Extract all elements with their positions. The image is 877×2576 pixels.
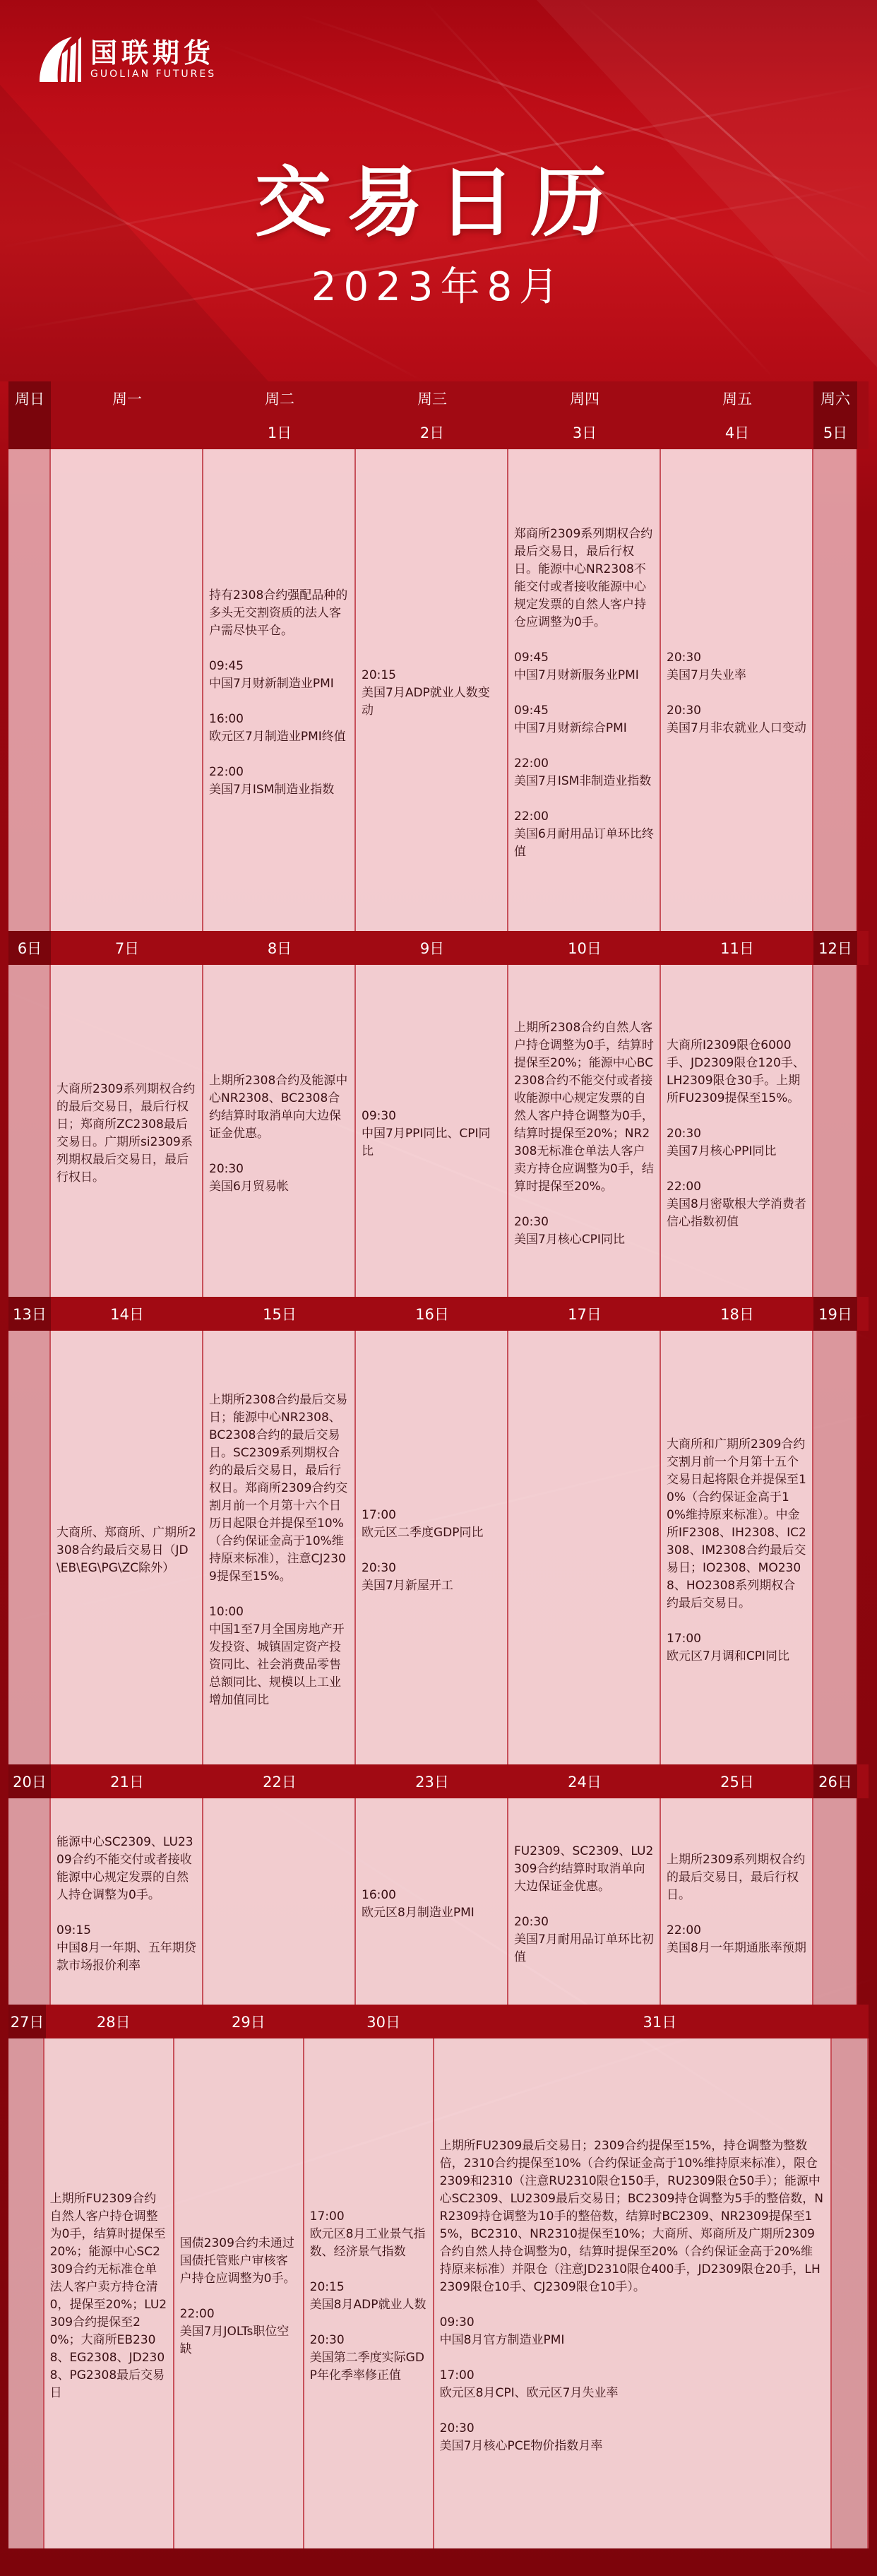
event-text: 郑商所2309系列期权合约最后交易日，最后行权日。能源中心NR2308不能交付或者接收能源中心规定发票的自然人客户持仓应调整为0手。 xyxy=(514,526,653,629)
weekend-cell xyxy=(8,1798,51,2005)
date-label: 22日 xyxy=(263,1774,297,1791)
date-label: 16日 xyxy=(415,1306,449,1323)
day-cell xyxy=(44,2038,174,2548)
event-text: 20:30 美国7月耐用品订单环比初值 xyxy=(514,1914,654,1964)
week-row xyxy=(8,965,869,1297)
page-subtitle xyxy=(0,265,877,310)
event-text: 09:15 中国8月一年期、五年期贷款市场报价利率 xyxy=(56,1923,196,1973)
day-cell xyxy=(174,2038,304,2548)
event-text: 22:00 美国8月一年期通胀率预期 xyxy=(667,1923,806,1955)
event-text: FU2309、SC2309、LU2309合约结算时取消单向大边保证金优惠。 xyxy=(514,1844,654,1894)
date-label: 3日 xyxy=(572,425,597,441)
event-text: 大商所2309系列期权合约的最后交易日，最后行权日；郑商所ZC2308最后交易日。广期所si2309系列期权最后交易日，最后行权日。 xyxy=(56,1082,196,1185)
date-label: 15日 xyxy=(263,1306,297,1323)
event-text: 22:00 美国7月JOLTs职位空缺 xyxy=(179,2306,290,2356)
week-row xyxy=(8,1798,869,2005)
day-cell xyxy=(508,1798,661,2005)
date-label: 27日 xyxy=(8,2005,46,2038)
date-label: 8日 xyxy=(267,940,292,957)
event-text: 20:30 美国7月非农就业人口变动 xyxy=(667,703,806,735)
event-text: 大商所和广期所2309合约交割月前一个月第十五个交易日起将限仓并提保至10%（合约保证金高于10%维持原来标准）。中金所IF2308、IH2308、IC2308、IM2308合约最后交易日；IO2308、MO2308、HO2308系列期权合约最后交易日。 xyxy=(667,1437,806,1610)
event-text: 国债2309合约未通过国债托管账户审核客户持仓应调整为0手。 xyxy=(179,2236,296,2286)
weekend-cell xyxy=(813,1798,857,2005)
day-cell xyxy=(661,965,813,1297)
date-label: 23日 xyxy=(415,1774,449,1791)
date-row xyxy=(8,1297,869,1331)
day-cell xyxy=(51,1331,203,1764)
day-cell xyxy=(661,1331,813,1764)
weekday-label: 周五 xyxy=(722,391,752,408)
weekday-header xyxy=(8,381,869,415)
date-label: 29日 xyxy=(232,2014,266,2031)
event-text: 17:00 欧元区8月工业景气指数、经济景气指数 xyxy=(309,2209,426,2259)
day-cell xyxy=(356,1331,508,1764)
date-label: 9日 xyxy=(419,940,445,957)
weekend-cell xyxy=(813,965,857,1297)
brand-logo xyxy=(37,32,216,85)
day-cell xyxy=(434,2038,832,2548)
event-text: 大商所I2309限仓6000手、JD2309限仓120手、LH2309限仓30手。上期所FU2309提保至15%。 xyxy=(667,1038,805,1105)
day-cell xyxy=(661,1798,813,2005)
event-text: 17:00 欧元区二季度GDP同比 xyxy=(362,1507,484,1540)
date-row xyxy=(8,2005,869,2038)
weekday-label: 周四 xyxy=(570,391,599,408)
event-text: 20:30 美国6月贸易帐 xyxy=(209,1161,289,1194)
empty-cell xyxy=(832,2038,869,2548)
event-text: 22:00 美国8月密歇根大学消费者信心指数初值 xyxy=(667,1179,806,1229)
event-text: 20:30 美国7月核心PCE物价指数月率 xyxy=(439,2421,603,2453)
event-text: 能源中心SC2309、LU2309合约不能交付或者接收能源中心规定发票的自然人持仓调整为0手。 xyxy=(56,1835,193,1902)
weekend-cell xyxy=(813,1331,857,1764)
event-text: 20:30 美国7月核心PPI同比 xyxy=(667,1126,777,1158)
weekend-cell xyxy=(8,1331,51,1764)
weekday-label: 周六 xyxy=(813,381,857,415)
event-text: 09:45 中国7月财新服务业PMI xyxy=(514,650,639,682)
calendar-weeks xyxy=(8,415,869,2548)
date-label: 12日 xyxy=(813,931,857,965)
date-label: 6日 xyxy=(8,931,51,965)
date-label: 17日 xyxy=(568,1306,602,1323)
event-text: 20:30 美国7月新屋开工 xyxy=(362,1560,453,1593)
date-label: 19日 xyxy=(813,1297,857,1331)
date-label: 14日 xyxy=(110,1306,144,1323)
event-text: 20:30 美国7月核心CPI同比 xyxy=(514,1214,625,1247)
date-label: 11日 xyxy=(720,940,754,957)
weekday-label: 周日 xyxy=(8,381,51,415)
event-text: 09:30 中国8月官方制造业PMI xyxy=(439,2315,565,2347)
event-text: 16:00 欧元区8月制造业PMI xyxy=(362,1888,475,1920)
day-cell xyxy=(51,965,203,1297)
event-text: 大商所、郑商所、广期所2308合约最后交易日（JD\EB\EG\PG\ZC除外） xyxy=(56,1525,196,1575)
day-cell xyxy=(51,1798,203,2005)
date-label: 21日 xyxy=(110,1774,144,1791)
day-cell xyxy=(661,449,813,931)
weekend-cell xyxy=(8,2038,44,2548)
date-label: 30日 xyxy=(366,2014,400,2031)
event-text: 20:30 美国7月失业率 xyxy=(667,650,746,682)
date-label: 26日 xyxy=(813,1764,857,1798)
event-text: 16:00 欧元区7月制造业PMI终值 xyxy=(209,712,346,744)
date-label: 5日 xyxy=(813,415,857,449)
event-text: 上期所2308合约最后交易日；能源中心NR2308、BC2308合约的最后交易日。SC2309系列期权合约的最后交易日，最后行权日。郑商所2309合约交割月前一个月第十六个日历日起限仓并提保至10%（合约保证金高于10%维持原来标准），注意CJ2309提保至15%。 xyxy=(209,1393,348,1584)
event-text: 上期所FU2309合约自然人客户持仓调整为0手，结算时提保至20%；能源中心SC2309合约无标准仓单法人客户卖方持仓清0，提保至20%；LU2309合约提保至20%；大商所EB2308、EG2308、JD2308、PG2308最后交易日 xyxy=(49,2192,167,2400)
month-label: 2023年8月 xyxy=(311,264,566,310)
event-text: 20:30 美国第二季度实际GDP年化季率修正值 xyxy=(309,2333,424,2382)
event-text: 09:30 中国7月PPI同比、CPI同比 xyxy=(362,1108,491,1158)
weekend-cell xyxy=(8,965,51,1297)
date-row xyxy=(8,415,869,449)
date-label: 31日 xyxy=(643,2014,677,2031)
day-cell xyxy=(356,1798,508,2005)
date-label: 20日 xyxy=(8,1764,51,1798)
event-text: 17:00 欧元区8月CPI、欧元区7月失业率 xyxy=(439,2368,619,2400)
event-text: 20:15 美国8月ADP就业人数 xyxy=(309,2280,426,2312)
guolian-logo-icon xyxy=(37,32,82,85)
date-label: 1日 xyxy=(267,425,292,441)
page-header xyxy=(0,0,877,381)
event-text: 22:00 美国7月ISM制造业指数 xyxy=(209,765,335,797)
week-row xyxy=(8,1331,869,1764)
day-cell xyxy=(508,449,661,931)
event-text: 上期所2308合约及能源中心NR2308、BC2308合约结算时取消单向大边保证金优惠。 xyxy=(209,1073,348,1141)
event-text: 22:00 美国7月ISM非制造业指数 xyxy=(514,756,652,788)
date-label: 10日 xyxy=(568,940,602,957)
date-label: 25日 xyxy=(720,1774,754,1791)
event-text: 22:00 美国6月耐用品订单环比终值 xyxy=(514,809,654,859)
day-cell xyxy=(356,965,508,1297)
day-cell xyxy=(203,1798,356,2005)
brand-name-en: GUOLIAN FUTURES xyxy=(90,69,217,80)
date-label xyxy=(8,415,51,449)
calendar xyxy=(8,381,869,2548)
day-cell xyxy=(203,965,356,1297)
weekend-cell xyxy=(813,449,857,931)
weekday-label: 周一 xyxy=(112,391,142,408)
day-cell xyxy=(356,449,508,931)
event-text: 上期所FU2309最后交易日；2309合约提保至15%，持仓调整为整数倍，2310合约提保至10%（合约保证金高于10%维持原来标准），限仓2309和2310（注意RU2310限仓150手，RU2309限仓50手）；能源中心SC2309、LU2309最后交易日；BC2309持仓调整为5手的整倍数，NR2309持仓调整为10手的整倍数，结算时BC2309、NR2309提保至15%，BC2310、NR2310提保至10%；大商所、郑商所及广期所2309合约自然人持仓调整为0，结算时提保至20%（合约保证金高于20%维持原来标准）并限仓（注意JD2310限仓400手，JD2309限仓20手，LH2309限仓10手、CJ2309限仓10手）。 xyxy=(439,2139,823,2294)
date-label: 13日 xyxy=(8,1297,51,1331)
weekend-cell xyxy=(8,449,51,931)
day-cell xyxy=(508,1331,661,1764)
weekday-label: 周三 xyxy=(417,391,447,408)
day-cell xyxy=(51,449,203,931)
event-text: 09:45 中国7月财新综合PMI xyxy=(514,703,627,735)
date-label: 4日 xyxy=(724,425,750,441)
event-text: 上期所2309系列期权合约的最后交易日，最后行权日。 xyxy=(667,1853,806,1902)
event-text: 10:00 中国1至7月全国房地产开发投资、城镇固定资产投资同比、社会消费品零售总额同比、规模以上工业增加值同比 xyxy=(209,1605,345,1707)
brand-name: 国联期货 xyxy=(90,37,215,69)
date-label: 2日 xyxy=(419,425,445,441)
day-cell xyxy=(508,965,661,1297)
page-title: 交易日历 xyxy=(254,159,622,247)
event-text: 20:15 美国7月ADP就业人数变动 xyxy=(362,667,490,718)
date-row xyxy=(8,1764,869,1798)
event-text: 持有2308合约强配品种的多头无交割资质的法人客户需尽快平仓。 xyxy=(209,588,348,638)
week-row xyxy=(8,449,869,931)
event-text: 上期所2308合约自然人客户持仓调整为0手，结算时提保至20%；能源中心BC2308合约不能交付或者接收能源中心规定发票的自然人客户持仓调整为0手，结算时提保至20%；NR2308无标准仓单法人客户卖方持仓应调整为0手，结算时提保至20%。 xyxy=(514,1020,654,1194)
date-label: 18日 xyxy=(720,1306,754,1323)
date-label: 28日 xyxy=(96,2014,131,2031)
day-cell xyxy=(203,449,356,931)
day-cell xyxy=(304,2038,434,2548)
weekday-label: 周二 xyxy=(265,391,294,408)
event-text: 09:45 中国7月财新制造业PMI xyxy=(209,659,334,691)
week-row xyxy=(8,2038,869,2548)
day-cell xyxy=(203,1331,356,1764)
date-label: 24日 xyxy=(568,1774,602,1791)
date-row xyxy=(8,931,869,965)
event-text: 17:00 欧元区7月调和CPI同比 xyxy=(667,1631,789,1663)
date-label: 7日 xyxy=(114,940,140,957)
date-label xyxy=(51,415,203,449)
